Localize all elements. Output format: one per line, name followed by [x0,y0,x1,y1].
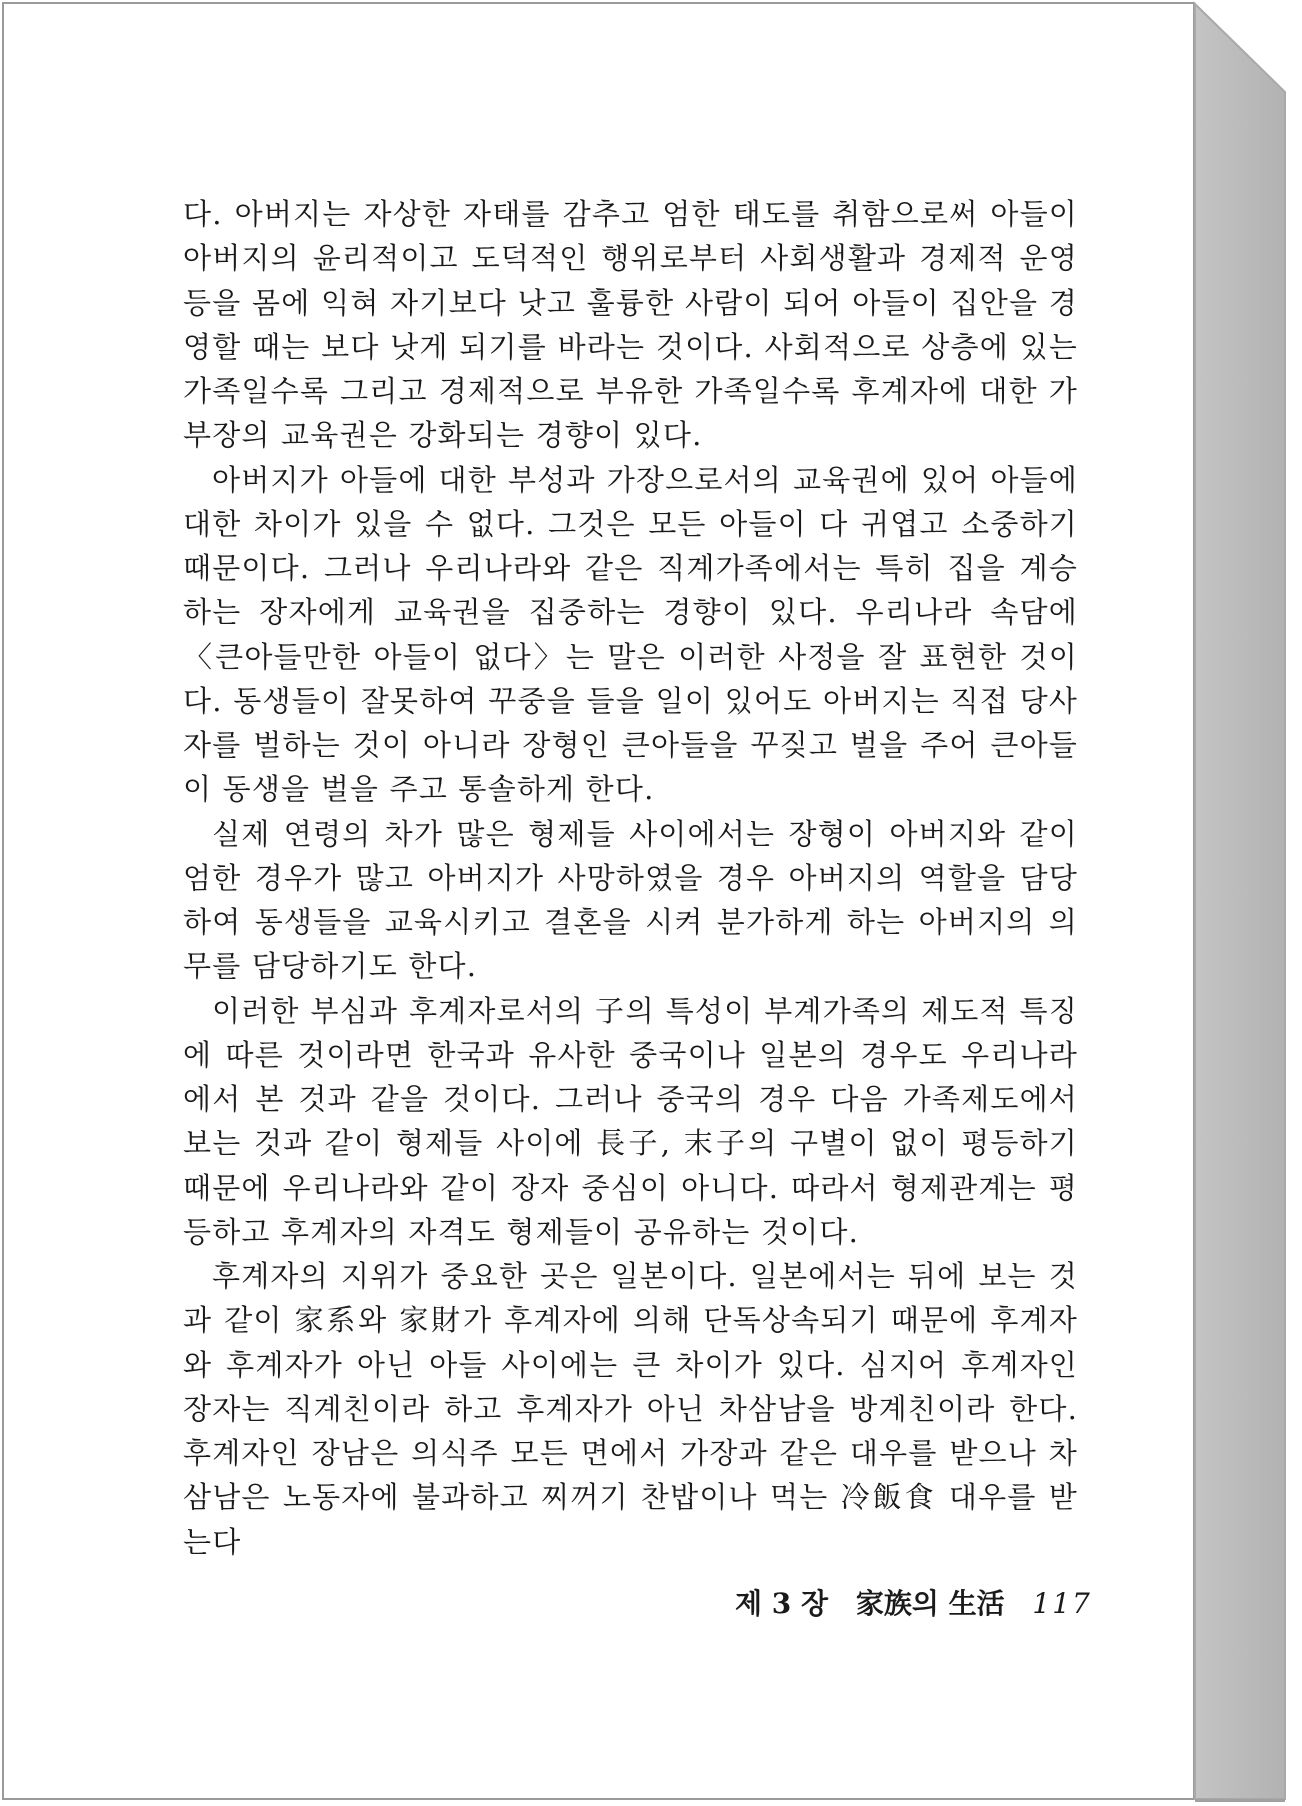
paragraph-3: 실제 연령의 차가 많은 형제들 사이에서는 장형이 아버지와 같이 엄한 경우가 많고 아버지가 사망하였을 경우 아버지의 역할을 담당하여 동생들을 교육시키고 결혼을 시켜 분가하게 하는 아버지의 의무를 담당하기도 한다. [183,816,1078,984]
body-text [183,192,1078,1564]
paragraph-5: 후계자의 지위가 중요한 곳은 일본이다. 일본에서는 뒤에 보는 것과 같이 家系와 家財가 후계자에 의해 단독상속되기 때문에 후계자와 후계자가 아닌 아들 사이에는 큰 차이가 있다. 심지어 후계자인 장자는 직계친이라 하고 후계자가 아닌 차삼남을 방계친이라 한다. 후계자인 장남은 의식주 모든 면에서 가장과 같은 대우를 받으나 차삼남은 노동자에 불과하고 찌꺼기 찬밥이나 먹는 冷飯食 대우를 받는다 [183,1259,1078,1559]
page-number: 117 [1032,1587,1092,1620]
chapter-label: 제 3 장 [735,1587,829,1620]
chapter-title: 家族의 生活 [855,1587,1005,1620]
page-footer [735,1582,1092,1622]
paragraph-1: 다. 아버지는 자상한 자태를 감추고 엄한 태도를 취함으로써 아들이 아버지의 윤리적이고 도덕적인 행위로부터 사회생활과 경제적 운영 등을 몸에 익혀 자기보다 낫고 훌륭한 사람이 되어 아들이 집안을 경영할 때는 보다 낫게 되기를 바라는 것이다. 사회적으로 상층에 있는 가족일수록 그리고 경제적으로 부유한 가족일수록 후계자에 대한 가부장의 교육권은 강화되는 경향이 있다. [183,197,1078,453]
paragraph-4: 이러한 부심과 후계자로서의 子의 특성이 부계가족의 제도적 특징에 따른 것이라면 한국과 유사한 중국이나 일본의 경우도 우리나라에서 본 것과 같을 것이다. 그러나 중국의 경우 다음 가족제도에서 보는 것과 같이 형제들 사이에 長子, 末子의 구별이 없이 평등하기 때문에 우리나라와 같이 장자 중심이 아니다. 따라서 형제관계는 평등하고 후계자의 자격도 형제들이 공유하는 것이다. [183,993,1078,1249]
paragraph-2: 아버지가 아들에 대한 부성과 가장으로서의 교육권에 있어 아들에 대한 차이가 있을 수 없다. 그것은 모든 아들이 다 귀엽고 소중하기 때문이다. 그러나 우리나라와 같은 직계가족에서는 특히 집을 계승하는 장자에게 교육권을 집중하는 경향이 있다. 우리나라 속담에 〈큰아들만한 아들이 없다〉는 말은 이러한 사정을 잘 표현한 것이다. 동생들이 잘못하여 꾸중을 들을 일이 있어도 아버지는 직접 당사자를 벌하는 것이 아니라 장형인 큰아들을 꾸짖고 벌을 주어 큰아들이 동생을 벌을 주고 통솔하게 한다. [183,462,1078,807]
